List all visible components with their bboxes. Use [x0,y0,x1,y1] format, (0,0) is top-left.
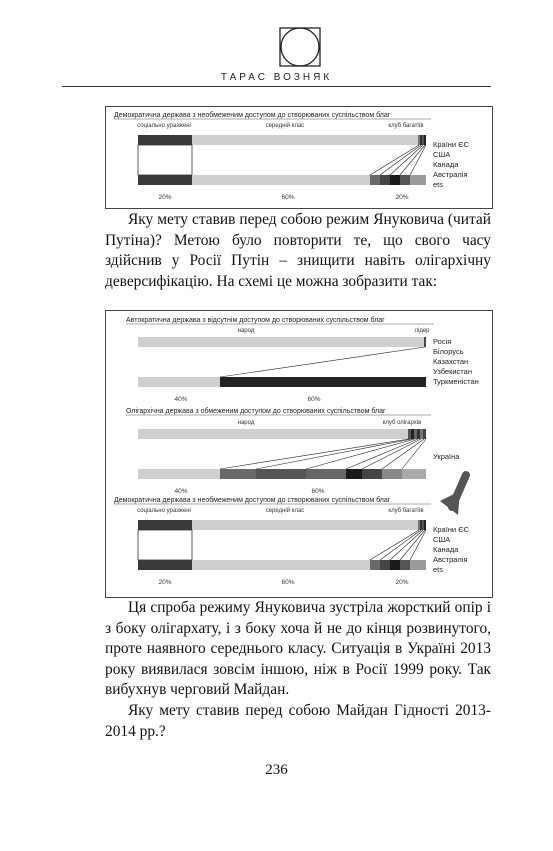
fig2b-label-oligarchs: клуб олігархів [382,420,422,426]
fig1-title: Демократична держава з необмеженим доступом до створюваних суспільством благ [114,112,391,119]
fig2a-label-leader: лідер [414,328,430,334]
fig2a-country-2: Білорусь [433,347,464,356]
fig2c-country-2: США [433,535,451,544]
fig2c-pct-3: 20% [395,579,409,586]
fig2c-country-4: Австралія [433,555,468,564]
fig1-top-bar-dark [138,135,192,145]
fig2a-country-5: Туркменістан [433,377,479,386]
fig1-pct-2: 60% [281,194,295,201]
fig2b-title: Олігархічна держава з обмеженим доступом до створюваних суспільством благ [126,408,386,415]
fig1-country-3: Канада [433,160,459,169]
fig2a-title: Автократична держава з відсутнім доступом до створюваних суспільством благ [126,317,385,324]
fig2b-pct-2: 60% [311,488,325,495]
paragraph-1-text: Яку мету ставив перед собою режим Януковича (читай Путіна)? Метою було повторити те, що свого часу здійснив у Росії Путін – знищити навіть олігархічну деверсифікацію. На схемі це можна зобразити так: [105,211,491,290]
fig2c-pct-1: 20% [158,579,172,586]
paragraph-2 [105,598,491,742]
header-rule [62,86,491,87]
fig2c-country-1: Країни ЄС [433,525,470,534]
book-emblem-icon [276,26,324,68]
fig1-country-4: Австралія [433,170,468,179]
fig1-country-2: США [433,150,451,159]
fig2c-label-rich-club: клуб багатіїв [388,508,424,514]
figure-democratic-state [105,106,493,209]
fig2c-country-3: Канада [433,545,459,554]
paragraph-2-text: Ця спроба режиму Януковича зустріла жорсткий опір і з боку олігархату, і з боку хоча й не до кінця розвинутого, проте наявного середнього класу. Ситуація в Україні 2013 року виявилася зовсім іншою, ніж в Росії 1999 року. Так вибухнув черговий Майдан. [105,599,491,699]
fig1-top-bar-light [192,135,418,145]
fig1-country-5: ets [433,180,444,189]
fig1-pct-1: 20% [158,194,172,201]
fig2b-country-1: Україна [433,452,460,461]
fig2a-pct-2: 60% [307,396,321,403]
fig2c-country-5: ets [433,565,444,574]
fig2c-title: Демократична держава з необмеженим доступом до створюваних суспільством благ [114,497,391,504]
fig2a-label-people: народ [237,328,255,334]
fig1-label-vulnerable: соціально уразжені [137,123,191,129]
fig1-bottom-bar-dark [138,175,192,185]
paragraph-3-text: Яку мету ставив перед собою Майдан Гідності 2013-2014 рр.? [105,701,491,740]
page-number: 236 [265,762,288,778]
fig1-country-1: Країни ЄС [433,140,470,149]
fig2c-pct-2: 60% [281,579,295,586]
fig2a-pct-1: 40% [174,396,188,403]
fig1-label-middle-class: середній клас [265,123,305,129]
fig2a-country-3: Казахстан [433,357,469,366]
running-title: ТАРАС ВОЗНЯК [220,72,333,83]
paragraph-1 [105,210,491,292]
figure-state-types [105,310,493,598]
fig2a-country-1: Росія [433,337,452,346]
fig2b-pct-1: 40% [174,488,188,495]
fig1-pct-3: 20% [395,194,409,201]
fig2c-label-vulnerable: соціально уразжені [137,508,191,514]
fig2b-label-people: народ [237,420,255,426]
fig1-label-rich-club: клуб багатіїв [388,123,424,129]
fig2a-country-4: Узбекистан [433,367,472,376]
fig2c-label-middle-class: середній клас [265,508,305,514]
